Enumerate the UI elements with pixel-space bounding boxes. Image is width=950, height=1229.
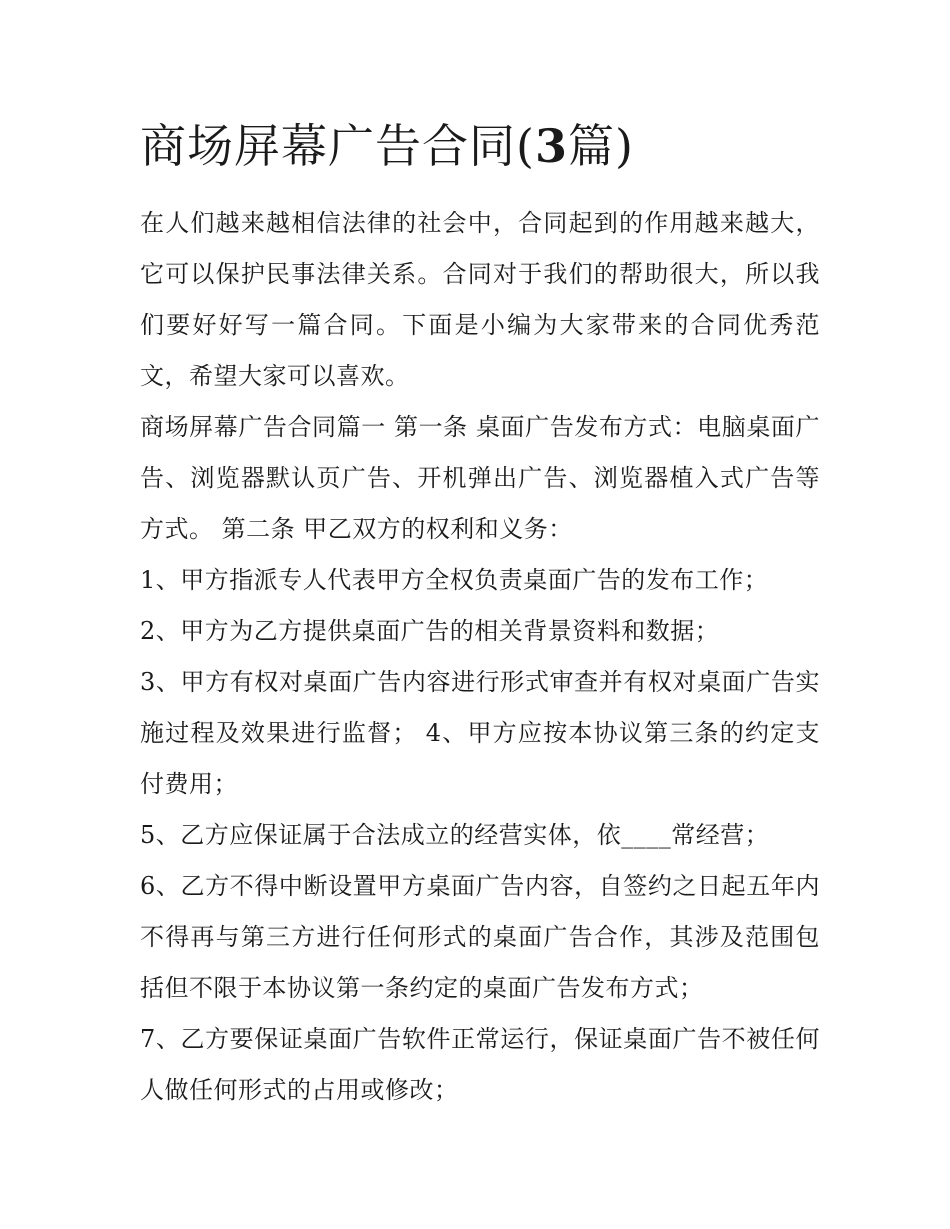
title-number: 3 <box>534 119 568 173</box>
section-one-paragraph: 商场屏幕广告合同篇一 第一条 桌面广告发布方式：电脑桌面广告、浏览器默认页广告、开机弹出广告、浏览器植入式广告等方式。 第二条 甲乙双方的权利和义务： <box>140 413 820 543</box>
clause-6: 6、乙方不得中断设置甲方桌面广告内容，自签约之日起五年内不得再与第三方进行任何形式的桌面广告合作，其涉及范围包括但不限于本协议第一条约定的桌面广告发布方式； <box>140 872 820 1002</box>
clause-3-4: 3、甲方有权对桌面广告内容进行形式审查并有权对桌面广告实施过程及效果进行监督； 4、甲方应按本协议第三条的约定支付费用； <box>140 668 820 798</box>
clause-2: 2、甲方为乙方提供桌面广告的相关背景资料和数据； <box>140 617 720 645</box>
intro-paragraph: 在人们越来越相信法律的社会中，合同起到的作用越来越大，它可以保护民事法律关系。合同对于我们的帮助很大，所以我们要好好写一篇合同。下面是小编为大家带来的合同优秀范文，希望大家可以喜欢。 <box>140 209 820 390</box>
clause-7: 7、乙方要保证桌面广告软件正常运行，保证桌面广告不被任何人做任何形式的占用或修改； <box>140 1025 820 1104</box>
document-title: 商场屏幕广告合同(3篇) <box>140 119 634 173</box>
clause-5: 5、乙方应保证属于合法成立的经营实体，依____常经营； <box>140 821 770 849</box>
clause-1: 1、甲方指派专人代表甲方全权负责桌面广告的发布工作； <box>140 566 769 594</box>
document-page <box>140 110 820 1116</box>
